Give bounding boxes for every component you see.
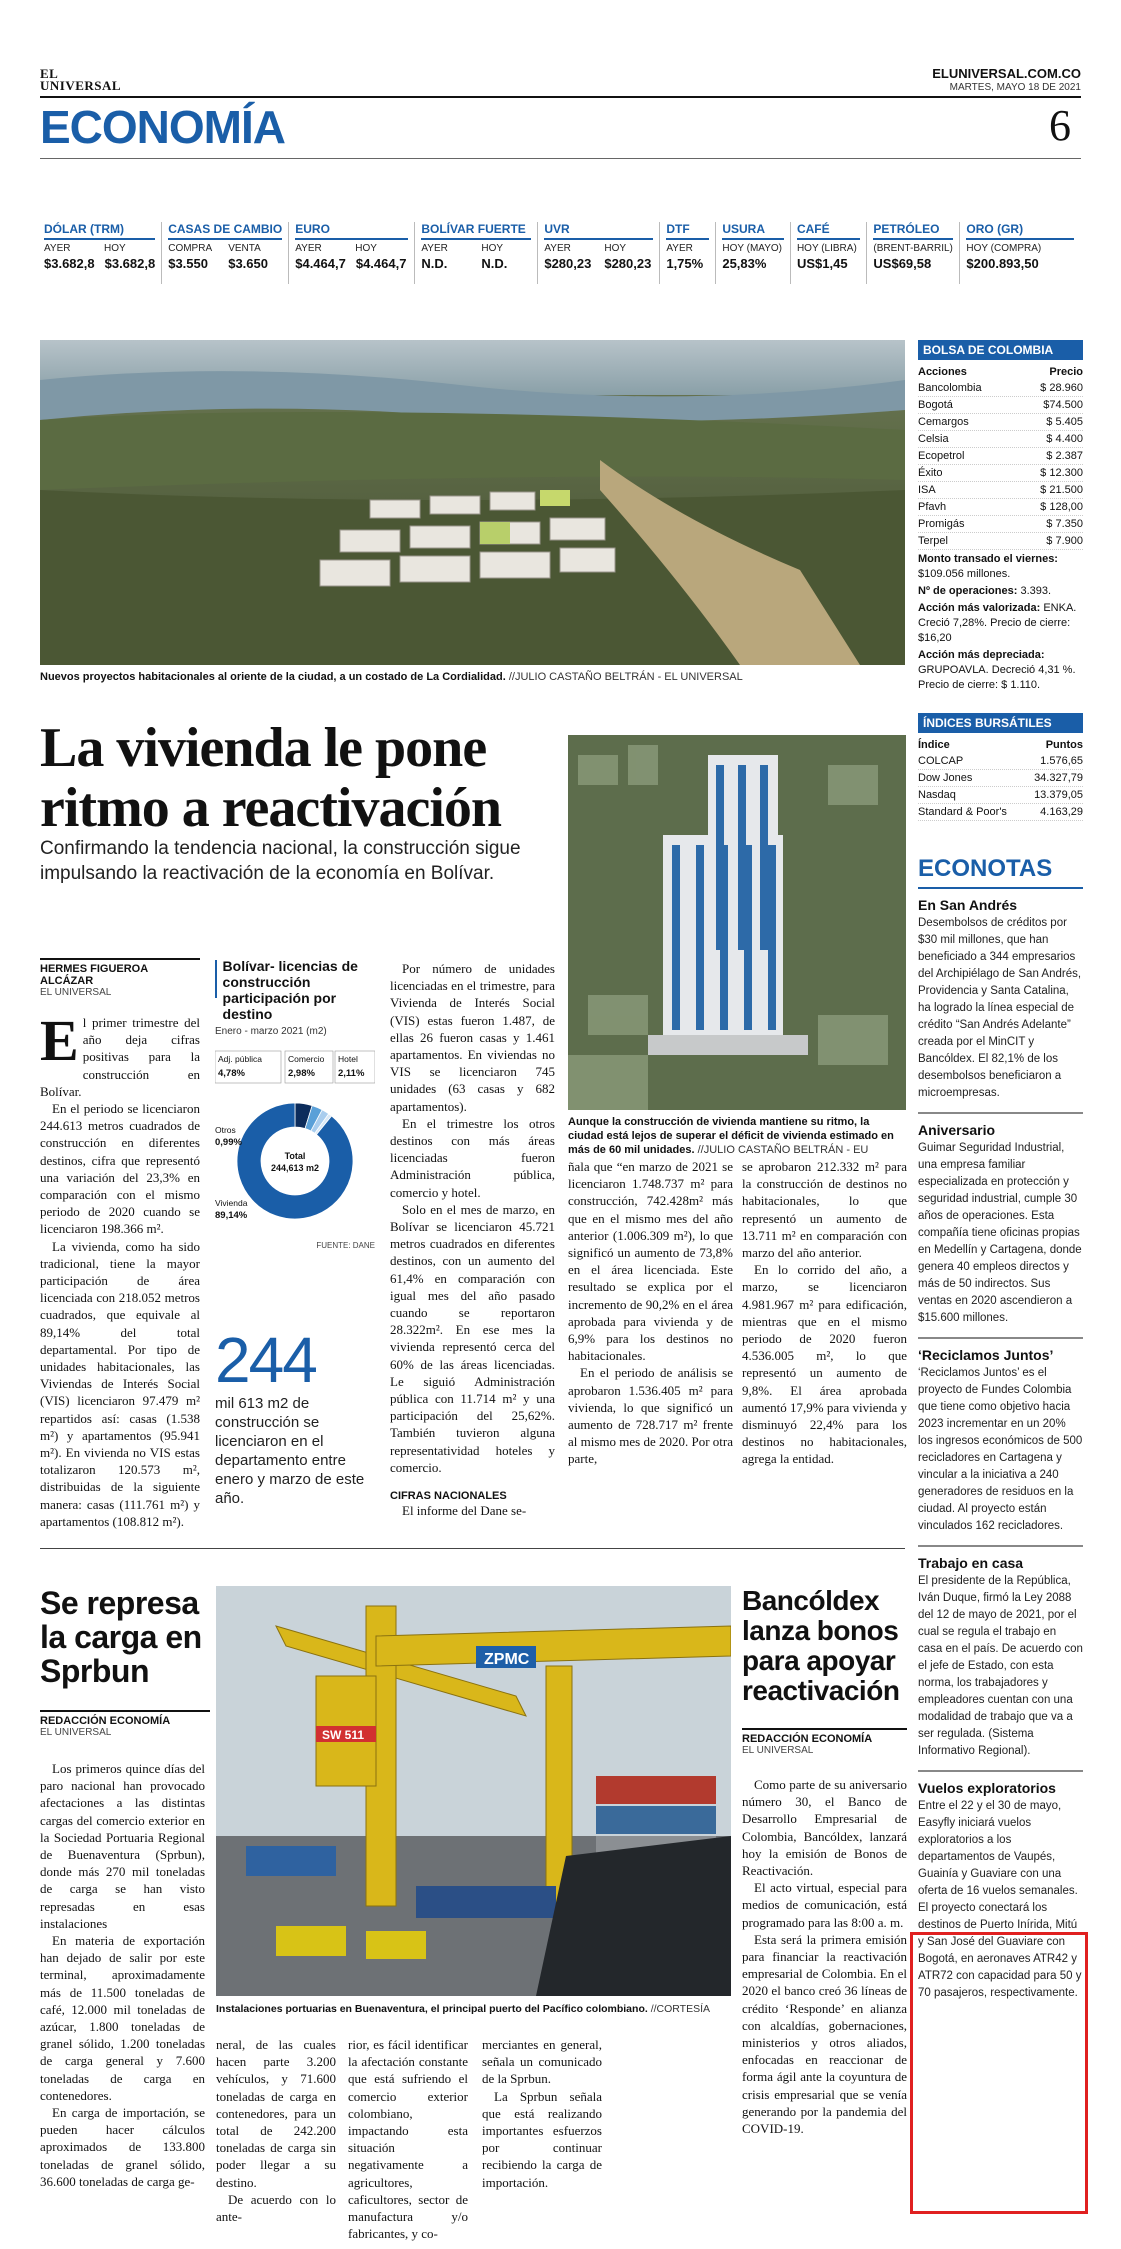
ticker-label: AYER — [44, 243, 71, 254]
article-column-5 — [742, 1158, 907, 1468]
ticker-values — [666, 256, 709, 271]
sprbun-col3-paragraph: rior, es fácil identificar la afectación constante que está sufriendo el comercio exterior colombiano, impactando esta situación negativamente a agricultores, caficultores, sector de manufactura y/o fabricantes, y co- — [348, 2037, 468, 2242]
sprbun-column-4 — [482, 2036, 602, 2191]
ticker-label: HOY — [481, 243, 504, 254]
pie-category-label: Vivienda — [215, 1198, 248, 1208]
main-col3-paragraph: Solo en el mes de marzo, en Bolívar se licenciaron 45.721 metros cuadrados en diferentes destinos, con un aumento del 61,4% en comparación con igual mes del año pasado cuando se reportaron 28.322m². En ese mes la vivienda representó cerca del 60% de las áreas licenciadas. Le siguió Administración pública con 11.714 m² y una participación del 25,62%. También tuvieron alguna representatividad hoteles y comercio. — [390, 1201, 555, 1475]
sprbun-col4-paragraph: merciantes en general, señala un comunicado de la Sprbun. — [482, 2037, 602, 2087]
tower-photo-caption: Aunque la construcción de vivienda mantiene su ritmo, la ciudad está lejos de superar el déficit de vivienda estimado en más de 60 mil unidades. //JULIO CASTAÑO BELTRÁN - EU — [568, 1116, 894, 1156]
pie-value-label: 2,11% — [338, 1068, 365, 1079]
ticker-values — [421, 256, 531, 271]
bolsa-row — [918, 482, 1083, 499]
bolsa-row — [918, 431, 1083, 448]
article-column-1 — [40, 958, 200, 1530]
top-photo-caption: Nuevos proyectos habitacionales al oriente de la ciudad, a un costado de La Cordialidad. //JULIO CASTAÑO BELTRÁN - EL UNIVERSAL — [40, 671, 743, 683]
pie-center-value: 244,613 m2 — [270, 1163, 320, 1173]
ticker-label: HOY (LIBRA) — [796, 243, 857, 254]
ticker-item-9 — [959, 222, 1080, 284]
bolsa-value: $ 12.300 — [1040, 467, 1083, 479]
ticker-labels — [44, 243, 155, 254]
ticker-labels — [168, 243, 282, 254]
ticker-values — [722, 256, 784, 271]
econota-title: Vuelos exploratorios — [918, 1780, 1056, 1796]
econota-title: En San Andrés — [918, 897, 1018, 913]
ticker-item-6 — [715, 222, 790, 284]
indices-col-indice: Índice — [918, 739, 950, 751]
main-col5-paragraph: En lo corrido del año, a marzo, se licenciaron 4.981.967 m² para edificación, mientras que en el mismo periodo de 2020 fueron 4.536.005 m², lo que representó un aumento de 9,8%. El área aprobada aumentó 17,9% para vivienda y disminuyó 22,4% para los destinos no habitacionales, agrega la entidad. — [742, 1262, 907, 1467]
bolsa-row — [918, 414, 1083, 431]
header-rule — [40, 96, 1081, 98]
ticker-label: AYER — [666, 243, 693, 254]
page-number: 6 — [1049, 101, 1071, 150]
econota-body: ‘Reciclamos Juntos’ es el proyecto de Fundes Colombia que tiene como objetivo hacia 2023 incrementar en un 20% los ingresos económicos de 500 recicladores en Cartagena y vincular a la iniciativa a 240 generadores de residuos en la ciudad. Al proyecto están vinculados 162 recicladores. — [918, 1367, 1083, 1532]
port-photo-caption: Instalaciones portuarias en Buenaventura, el principal puerto del Pacífico colombiano. //CORTESÍA — [216, 2003, 711, 2015]
edition-date: MARTES, MAYO 18 DE 2021 — [949, 82, 1081, 93]
bolsa-row — [918, 533, 1083, 550]
main-col4-paragraph: ñala que “en marzo de 2021 se licenciaron 1.748.737 m² para construcción, 742.428m² más que en el mismo mes del año anterior (1.006.309 m²), lo que significó un aumento de 73,8% en el área licenciada. Este resultado se explica por el incremento de 90,2% en el área aprobada para vivienda y de 6,9% para los destinos no habitacionales. — [568, 1159, 733, 1364]
bolsa-value: $ 5.405 — [1046, 416, 1083, 428]
section-rule — [40, 158, 1081, 159]
indice-row — [918, 770, 1083, 787]
licencias-chart — [215, 958, 375, 1250]
article-column-3-tail — [390, 1484, 555, 1519]
ticker-value: $3.550 — [168, 256, 208, 271]
bancoldex-byline — [742, 1728, 907, 1764]
drop-cap: E — [40, 1008, 79, 1073]
ticker-value: $3.650 — [228, 256, 268, 271]
indice-name: Nasdaq — [918, 789, 956, 801]
bolsa-row — [918, 380, 1083, 397]
econota-title: Trabajo en casa — [918, 1555, 1024, 1571]
ticker-label: VENTA — [228, 243, 261, 254]
ticker-name: DTF — [666, 222, 709, 240]
sprbun-col4-paragraph: La Sprbun señala que está realizando importantes esfuerzos por continuar recibiendo la carga de importación. — [482, 2088, 602, 2190]
sprbun-col1-paragraph: En materia de exportación han dejado de salir por este terminal, aproximadamente más de 11.500 toneladas de café, 12.000 mil toneladas de azúcar, 1.800 toneladas de granel sólido, 1.200 toneladas de carga general y 7.600 toneladas de carga en contenedores. — [40, 1933, 205, 2103]
ticker-label: COMPRA — [168, 243, 213, 254]
bolsa-name: Terpel — [918, 535, 948, 547]
ticker-item-2 — [288, 222, 414, 284]
ticker-labels — [544, 243, 653, 254]
bancoldex-body — [742, 1776, 907, 2137]
bolsa-row — [918, 448, 1083, 465]
pie-value-label: 4,78% — [218, 1068, 245, 1079]
ticker-label: HOY (COMPRA) — [966, 243, 1042, 254]
ticker-labels — [797, 243, 860, 254]
pie-value-label: 2,98% — [288, 1068, 315, 1079]
crane-sign-text: SW 511 — [322, 1728, 365, 1742]
bancoldex-paragraph: El acto virtual, especial para medios de comunicación, está programado para las 8:00 a. m. — [742, 1880, 907, 1930]
chart-source: FUENTE: DANE — [316, 1241, 375, 1250]
bancoldex-paragraph: Esta será la primera emisión para financiar la reactivación empresarial de Colombia. En el 2020 el banco creó 36 líneas de crédito ‘Responde’ en alianza con alcaldías, gobernaciones, ministerios y otros aliados, enfocadas en reaccionar de forma ágil ante la coyuntura de crisis empresarial que se venía generando por la pandemia del COVID-19. — [742, 1931, 907, 2137]
econota-title: Aniversario — [918, 1122, 996, 1138]
bolsa-value: $ 2.387 — [1046, 450, 1083, 462]
ticker-label: (BRENT-BARRIL) — [873, 243, 953, 254]
bolsa-name: Promigás — [918, 518, 965, 530]
aerial-housing-photo — [40, 340, 905, 665]
ticker-label: HOY — [604, 243, 627, 254]
indice-name: Standard & Poor's — [918, 806, 1007, 818]
chart-title: Bolívar- licencias de construcción participación por destino — [222, 958, 358, 1022]
main-col1-paragraph: La vivienda, como ha sido tradicional, tiene la mayor participación de área licenciada con 218.052 metros cuadrados, que equivale al 89,14% del total departamental. Por tipo de unidades habitacionales, las Viviendas de Interés Social (VIS) licenciaron 97.479 m² repartidos así: casas (1.538 m²) y apartamentos (95.941 m²). En vivienda no VIS estas totalizaron 120.573 m², distribuidas de la siguiente manera: casas (111.761 m²) y apartamentos (108.812 m²). — [40, 1238, 200, 1529]
ticker-label: HOY — [104, 243, 126, 254]
bancoldex-paragraph: Como parte de su aniversario número 30, el Banco de Desarrollo Empresarial de Colombia, Bancóldex, lanzará hoy la emisión de Bonos de Reactivación. — [742, 1777, 907, 1879]
ticker-value: $4.464,7 — [355, 256, 407, 271]
bolsa-value: $ 4.400 — [1046, 433, 1083, 445]
bolsa-name: Pfavh — [918, 501, 947, 513]
towers-illustration — [568, 735, 906, 1110]
main-deck: Confirmando la tendencia nacional, la construcción sigue impulsando la reactivación de la economía en Bolívar. — [40, 838, 521, 884]
bolsa-title: BOLSA DE COLOMBIA — [918, 340, 1083, 360]
ticker-label: AYER — [421, 243, 448, 254]
bolsa-row — [918, 516, 1083, 533]
chart-accent-bar — [215, 960, 217, 998]
indice-value: 34.327,79 — [1034, 772, 1083, 784]
indice-value: 13.379,05 — [1034, 789, 1083, 801]
bolsa-name: ISA — [918, 484, 936, 496]
ticker-labels — [295, 243, 408, 254]
section-title: ECONOMÍA — [40, 101, 285, 153]
main-col1-text — [40, 1008, 200, 1530]
indice-value: 4.163,29 — [1040, 806, 1083, 818]
main-col4-paragraph: En el periodo de análisis se aprobaron 1.536.405 m² para vivienda, lo que significó un aumento de 728.717 m² frente al mismo mes de 2020. Por otra parte, — [568, 1365, 734, 1467]
ticker-values — [295, 256, 408, 271]
ticker-value: $3.682,8 — [44, 256, 95, 271]
econota-body: El presidente de la República, Iván Duque, firmó la Ley 2088 del 12 de mayo de 2021, por el cual se regula el trabajo en casa en el país. De acuerdo con el jefe de Estado, con esta norma, los trabajadores y empleadores cuentan con una modalidad de trabajo que va a ser regulada. (Sistema Informativo Regional). — [918, 1575, 1083, 1757]
apartment-towers-photo — [568, 735, 906, 1110]
pie-category-label: Comercio — [288, 1054, 325, 1064]
ticker-value: $280,23 — [604, 256, 652, 271]
ticker-values — [544, 256, 653, 271]
port-illustration — [216, 1586, 731, 1996]
bolsa-table — [918, 380, 1083, 550]
ticker-value: $3.682,8 — [104, 256, 156, 271]
econota-body: Guimar Seguridad Industrial, una empresa familiar especializada en protección y seguridad industrial, cumple 30 años de operaciones. Esta compañía tiene oficinas propias en Medellín y Cartagena, donde genera 40 empleos directos y más de 50 indirectos. Sus ventas en 2020 ascendieron a $15.600 millones. — [918, 1142, 1082, 1324]
sprbun-column-3 — [348, 2036, 468, 2242]
ticker-item-8 — [866, 222, 959, 284]
ticker-name: DÓLAR (TRM) — [44, 222, 155, 240]
indice-row — [918, 753, 1083, 770]
econota-title: ‘Reciclamos Juntos’ — [918, 1347, 1054, 1363]
indice-value: 1.576,65 — [1040, 755, 1083, 767]
ticker-name: CAFÉ — [797, 222, 860, 240]
ticker-values — [873, 256, 953, 271]
ticker-value: 1,75% — [666, 256, 704, 271]
sprbun-column-2 — [216, 2036, 336, 2225]
econota-separator — [918, 1770, 1083, 1772]
ticker-name: USURA — [722, 222, 784, 240]
bolsa-value: $ 28.960 — [1040, 382, 1083, 394]
ticker-value: N.D. — [421, 256, 448, 271]
ticker-item-1 — [161, 222, 288, 284]
ticker-labels — [722, 243, 784, 254]
ticker-values — [966, 256, 1074, 271]
pie-value-label: 0,99% — [215, 1137, 242, 1148]
site-url[interactable]: ELUNIVERSAL.COM.CO — [932, 66, 1081, 81]
indice-name: COLCAP — [918, 755, 964, 767]
bancoldex-headline: Bancóldex lanza bonos para apoyar reactivación — [742, 1585, 900, 1706]
aerial-housing-illustration — [40, 340, 905, 665]
bolsa-note-valorizada: Acción más valorizada: ENKA. Creció 7,28%. Precio de cierre: $16,20 — [918, 602, 1077, 644]
main-col1-paragraph: El primer trimestre del año deja cifras positivas para la construcción en Bolívar. — [40, 1008, 200, 1099]
bolsa-value: $ 128,00 — [1040, 501, 1083, 513]
pie-center-label: Total — [284, 1151, 306, 1161]
econota-separator — [918, 1337, 1083, 1339]
bolsa-row — [918, 465, 1083, 482]
econota-separator — [918, 1112, 1083, 1114]
indices-col-puntos: Puntos — [1045, 739, 1083, 751]
ticker-name: UVR — [544, 222, 653, 240]
bolsa-row — [918, 397, 1083, 414]
sprbun-author-outlet: EL UNIVERSAL — [40, 1727, 112, 1738]
bolsa-col-acciones: Acciones — [918, 366, 967, 378]
ticker-value: $4.464,7 — [295, 256, 346, 271]
ticker-value: N.D. — [481, 256, 508, 271]
indices-table — [918, 753, 1083, 821]
econota-body: Entre el 22 y el 30 de mayo, Easyfly iniciará vuelos exploratorios a los departamentos de Vaupés, Guainía y Guaviare con una oferta de 16 vuelos semanales. El proyecto conectará los destinos de Puerto Inírida, Mitú y San José del Guaviare con Bogotá, en aeronaves ATR42 y ATR72 con capacidad para 50 y 70 pasajeros, respectivamente. — [918, 1800, 1082, 1999]
newspaper-logo: EL UNIVERSAL — [40, 66, 122, 93]
ticker-name: EURO — [295, 222, 408, 240]
pie-hole — [262, 1128, 328, 1194]
sprbun-col2-paragraph: De acuerdo con lo ante- — [216, 2191, 336, 2225]
port-photo — [216, 1586, 731, 1996]
pie-category-label: Adj. pública — [218, 1054, 262, 1064]
sprbun-headline: Se represa la carga en Sprbun — [40, 1585, 202, 1689]
ticker-value: US$1,45 — [796, 256, 848, 271]
pie-value-label: 89,14% — [215, 1210, 248, 1221]
indice-row — [918, 787, 1083, 804]
ticker-value: 25,83% — [722, 256, 767, 271]
bancoldex-author-outlet: EL UNIVERSAL — [742, 1745, 814, 1756]
ticker-labels — [873, 243, 953, 254]
main-col3-paragraph: Por número de unidades licenciadas en el trimestre, para Vivienda de Interés Social (VIS) estas fueron 1.487, de ellas 26 fueron casas y 1.461 apartamentos. En viviendas no VIS se licenciaron 745 unidades (63 casas y 682 apartamentos). — [390, 961, 555, 1114]
sprbun-col1-paragraph: Los primeros quince días del paro nacional han provocado afectaciones a las distintas cargas del comercio exterior en la Sociedad Portuaria Regional de Buenaventura (Sprbun), donde más 270 mil toneladas de carga se han visto represadas en esas instalaciones — [40, 1761, 205, 1931]
sprbun-byline — [40, 1710, 210, 1746]
story-divider — [40, 1548, 905, 1549]
bolsa-col-precio: Precio — [1049, 366, 1083, 378]
main-headline: La vivienda le pone ritmo a reactivación — [40, 717, 502, 839]
big-number: 244 — [215, 1324, 316, 1396]
indice-row — [918, 804, 1083, 821]
col3-tail-text: El informe del Dane se- — [402, 1503, 527, 1518]
main-col3-paragraph: En el trimestre los otros destinos con más áreas licenciadas fueron Administración pública, comercio y hotel. — [390, 1115, 555, 1200]
ticker-label: AYER — [544, 243, 571, 254]
indice-name: Dow Jones — [918, 772, 973, 784]
ticker-name: PETRÓLEO — [873, 222, 953, 240]
bolsa-name: Celsia — [918, 433, 949, 445]
main-author-outlet: EL UNIVERSAL — [40, 987, 112, 998]
bolsa-value: $ 21.500 — [1040, 484, 1083, 496]
ticker-label: AYER — [295, 243, 322, 254]
bolsa-name: Éxito — [918, 467, 943, 479]
ticker-value: US$69,58 — [873, 256, 932, 271]
main-author: HERMES FIGUEROA ALCÁZAR — [40, 958, 200, 987]
ticker-labels — [421, 243, 531, 254]
crane-brand-text: ZPMC — [484, 1651, 530, 1668]
bolsa-value: $ 7.900 — [1046, 535, 1083, 547]
ticker-name: CASAS DE CAMBIO — [168, 222, 282, 240]
ticker-name: ORO (GR) — [966, 222, 1074, 240]
sprbun-author: REDACCIÓN ECONOMÍA — [40, 1710, 210, 1727]
big-number-text: mil 613 m2 de construcción se licenciaron en el departamento entre enero y marzo de este año. — [215, 1395, 365, 1507]
ticker-labels — [966, 243, 1074, 254]
big-number-box — [215, 1324, 385, 1508]
bolsa-name: Bogotá — [918, 399, 953, 411]
ticker-label: HOY (MAYO) — [722, 243, 782, 254]
ticker-name: BOLÍVAR FUERTE — [421, 222, 531, 240]
ticker-values — [44, 256, 155, 271]
main-col1-paragraph: En el periodo se licenciaron 244.613 metros cuadrados de construcción en diferentes destinos, cifra que representó una variación del 23,3% en comparación con el mismo periodo de 2020 cuando se licenciaron 198.366 m². — [40, 1101, 200, 1237]
econotas-title: ECONOTAS — [918, 855, 1083, 889]
pie-category-label: Hotel — [338, 1054, 358, 1064]
article-column-3 — [390, 960, 555, 1476]
bolsa-value: $ 7.350 — [1046, 518, 1083, 530]
sprbun-col2-paragraph: neral, de las cuales hacen parte 3.200 vehículos, y 71.600 toneladas de carga en contenedores, para un total de 242.200 toneladas de carga sin poder llegar a su destino. — [216, 2037, 336, 2190]
main-col5-paragraph: se aprobaron 212.332 m² para la construcción de destinos no habitacionales, lo que representó un aumento de 13.711 m² en comparación con marzo del año anterior. — [742, 1159, 907, 1261]
ticker-value: $280,23 — [544, 256, 592, 271]
ticker-values — [168, 256, 282, 271]
market-sidebar — [918, 340, 1083, 2002]
ticker-item-4 — [537, 222, 659, 284]
ticker-item-7 — [790, 222, 866, 284]
sprbun-col1-paragraph: En carga de importación, se pueden hacer cálculos aproximados de 133.800 toneladas de granel sólido, 36.600 toneladas de carga ge- — [40, 2105, 205, 2189]
highlight-box-vuelos — [910, 1932, 1088, 2214]
indices-title: ÍNDICES BURSÁTILES — [918, 713, 1083, 733]
bolsa-value: $74.500 — [1043, 399, 1083, 411]
pie-chart — [215, 1041, 375, 1236]
econota-body: Desembolsos de créditos por $30 mil millones, que han beneficiado a 344 empresarios del Archipiélago de San Andrés, Providencia y Santa Catalina, ha logrado la línea especial de crédito “San Andrés Adelante” creada por el MinCIT y Bancóldex. El 82,1% de los desembolsos beneficiaron a microempresas. — [918, 917, 1082, 1099]
market-ticker — [40, 222, 1080, 284]
bolsa-note-operaciones: Nº de operaciones: 3.393. — [918, 585, 1052, 597]
pie-category-label: Otros — [215, 1125, 236, 1135]
sprbun-column-1 — [40, 1760, 205, 2190]
bolsa-name: Cemargos — [918, 416, 969, 428]
ticker-values — [797, 256, 860, 271]
article-column-4 — [568, 1158, 733, 1468]
cifras-nacionales-subhead: CIFRAS NACIONALES — [390, 1490, 507, 1502]
ticker-labels — [666, 243, 709, 254]
bolsa-name: Bancolombia — [918, 382, 982, 394]
bolsa-name: Ecopetrol — [918, 450, 965, 462]
bolsa-note-monto: Monto transado el viernes: $109.056 millones. — [918, 553, 1058, 580]
bancoldex-author: REDACCIÓN ECONOMÍA — [742, 1728, 907, 1745]
ticker-item-3 — [414, 222, 537, 284]
econotas-list — [918, 897, 1083, 2002]
ticker-item-0 — [40, 222, 161, 284]
bolsa-note-depreciada: Acción más depreciada: GRUPOAVLA. Decreció 4,31 %. Precio de cierre: $ 1.110. — [918, 649, 1076, 691]
chart-subtitle: Enero - marzo 2021 (m2) — [215, 1026, 327, 1037]
econota-separator — [918, 1545, 1083, 1547]
ticker-item-5 — [659, 222, 715, 284]
ticker-value: $200.893,50 — [966, 256, 1039, 271]
bolsa-row — [918, 499, 1083, 516]
ticker-label: HOY — [355, 243, 377, 254]
